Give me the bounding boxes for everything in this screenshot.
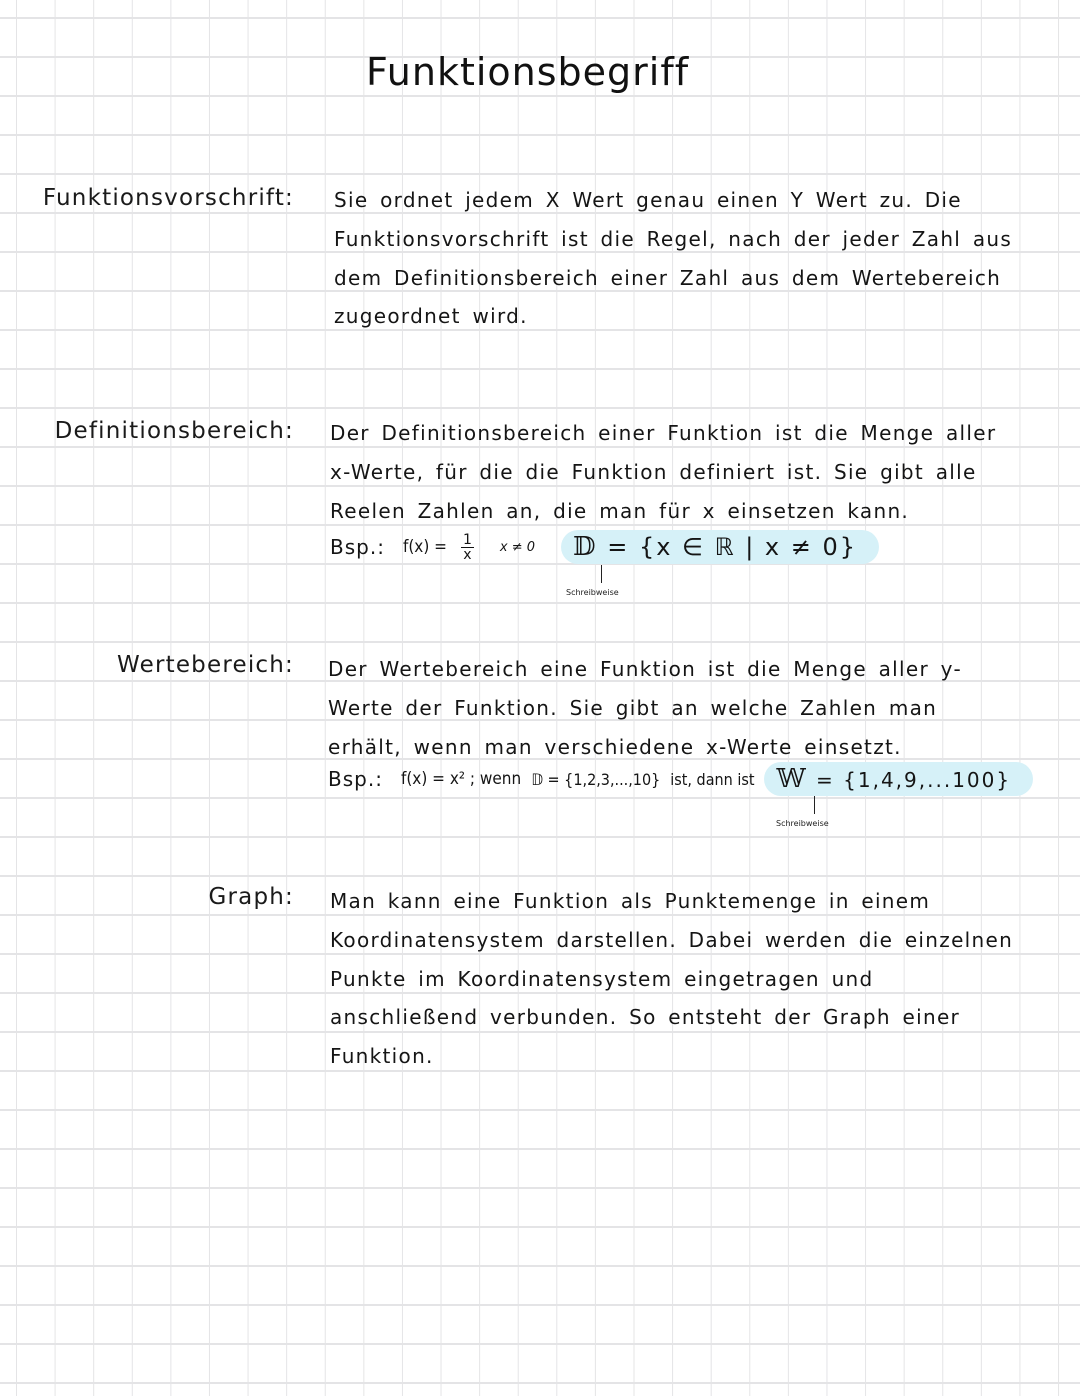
section-wertebereich-label: Wertebereich: [117, 652, 294, 678]
example-domain: 𝔻 = {1,2,3,...,10} [531, 769, 661, 789]
domain-set: = {x ∈ ℝ | x ≠ 0} [597, 533, 858, 561]
page-title: Funktionsbegriff [366, 50, 690, 94]
annotation-schreibweise: Schreibweise [776, 819, 829, 828]
annotation-line [601, 565, 602, 583]
notation-highlight [764, 762, 1033, 796]
fraction [461, 533, 474, 562]
example-formula: f(x) = x² ; wenn [400, 769, 522, 789]
section-definitionsbereich-label: Definitionsbereich: [54, 418, 294, 444]
fraction-denominator: x [463, 546, 472, 563]
example-formula: f(x) = [402, 537, 447, 557]
definitionsbereich-example [330, 530, 879, 564]
section-funktionsvorschrift-text: Sie ordnet jedem X Wert genau einen Y Wert zu. Die Funktionsvorschrift ist die Regel, nach der jeder Zahl aus dem Definitionsbereich einer Zahl aus dem Wertebereich zugeordnet wird. [334, 188, 1013, 329]
section-graph-label: Graph: [208, 884, 294, 910]
range-symbol: 𝕎 [776, 764, 808, 794]
section-funktionsvorschrift-label: Funktionsvorschrift: [42, 185, 294, 211]
section-graph-text: Man kann eine Funktion als Punktemenge in einem Koordinatensystem darstellen. Dabei werden die einzelnen Punkte im Koordinatensystem eingetragen und anschließend verbunden. So entsteht der Graph einer Funktion. [330, 889, 1014, 1069]
annotation-line [814, 796, 815, 814]
example-prefix: Bsp.: [330, 535, 385, 559]
notation-highlight [561, 530, 879, 564]
range-set: = {1,4,9,...100} [807, 768, 1012, 792]
example-condition: x ≠ 0 [499, 539, 536, 555]
annotation-schreibweise: Schreibweise [566, 588, 619, 597]
section-wertebereich-text: Der Wertebereich eine Funktion ist die Menge aller y-Werte der Funktion. Sie gibt an welche Zahlen man erhält, wenn man verschiedene x-Werte einsetzt. [328, 657, 962, 759]
section-definitionsbereich-text: Der Definitionsbereich einer Funktion ist die Menge aller x-Werte, für die die Funktion definiert ist. Sie gibt alle Reelen Zahlen an, die man für x einsetzen kann. [330, 421, 997, 523]
fraction-numerator: 1 [462, 531, 472, 548]
example-prefix: Bsp.: [328, 767, 383, 791]
domain-symbol: 𝔻 [573, 532, 598, 562]
wertebereich-example [328, 762, 1033, 796]
example-connector: ist, dann ist [670, 769, 755, 789]
